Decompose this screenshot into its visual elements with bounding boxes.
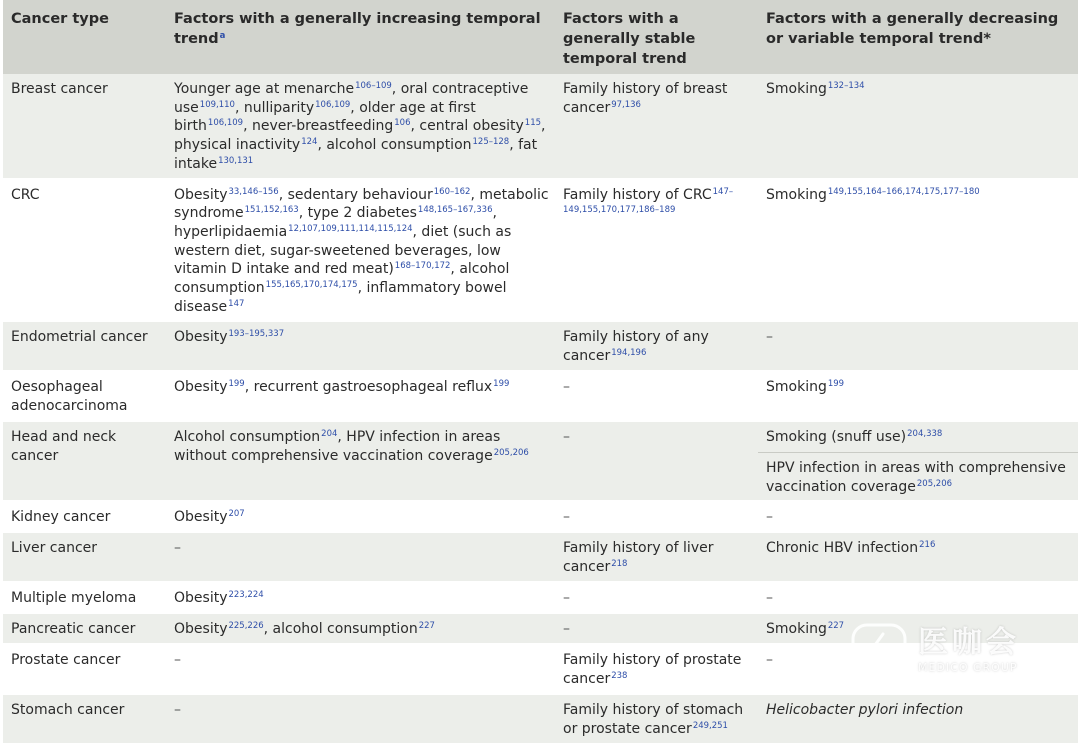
factor-text: Helicobacter pylori infection [766,702,964,719]
factor-text: , older age at first birth [174,99,476,135]
reference-superscript: 149,155,164–166,174,175,177–180 [827,186,980,197]
stable-factors-cell [555,371,758,421]
increasing-factors-cell [166,74,555,179]
factor-text: , type 2 diabetes [298,205,417,222]
factor-text: , recurrent gastroesophageal reflux [244,379,493,396]
empty-dash: – [766,329,773,346]
factor-text: , alcohol consumption [263,621,418,638]
empty-dash: – [563,429,570,446]
decreasing-factors-cell [758,179,1078,322]
cancer-type-label: Prostate cancer [11,652,121,669]
empty-dash: – [174,702,181,719]
decreasing-factors-cell [758,501,1078,532]
decreasing-factors-cell [758,452,1078,501]
table-row [3,371,1078,421]
factor-text: Smoking [766,621,827,638]
header-decreasing: Factors with a generally decreasing or variable temporal trend* [758,0,1078,74]
reference-superscript: 199 [493,379,510,390]
stable-factors-cell [555,582,758,613]
decreasing-factors-cell [758,74,1078,179]
reference-superscript: 33,146–156 [228,186,279,197]
decreasing-factors-cell [758,582,1078,613]
factor-text: Obesity [174,186,228,203]
watermark-logo [850,622,1020,678]
factor-text: Chronic HBV infection [766,540,919,557]
stable-factors-cell [555,501,758,532]
stable-factors-cell [555,613,758,644]
reference-superscript: 204,338 [907,429,943,440]
stable-factors-cell [555,532,758,582]
factor-text: Family history of liver cancer [563,540,714,576]
cancer-type-cell [3,179,166,322]
factor-text: , fat intake [174,137,538,172]
header-cancer-type: Cancer type [3,0,166,74]
empty-dash: – [766,509,773,526]
factor-text: , alcohol consumption [317,137,472,154]
table-row [3,321,1078,371]
cancer-type-cell [3,582,166,613]
empty-dash: – [563,621,570,638]
cancer-type-cell [3,501,166,532]
reference-superscript: 227 [827,621,845,632]
increasing-factors-cell [166,532,555,582]
table-row [3,582,1078,613]
reference-superscript: 97,136 [611,99,641,110]
reference-superscript: 199 [827,379,845,390]
cancer-type-cell [3,532,166,582]
table-row [3,532,1078,582]
reference-superscript: 193–195,337 [228,329,285,340]
reference-superscript: 109,110 [199,99,235,110]
reference-superscript: 199 [228,379,245,390]
factor-text: , never-breastfeeding [243,118,394,135]
factor-text: , central obesity [410,118,524,135]
reference-superscript: 130,131 [218,155,254,166]
header-stable: Factors with a generally stable temporal trend [555,0,758,74]
stable-factors-cell [555,644,758,694]
increasing-factors-cell [166,644,555,694]
increasing-factors-cell [166,582,555,613]
stable-factors-cell [555,74,758,179]
reference-superscript: 194,196 [611,348,647,359]
factor-text: , nulliparity [234,99,315,116]
factor-text: , hyperlipidaemia [174,205,497,240]
increasing-factors-cell [166,421,555,501]
reference-superscript: 151,152,163 [244,205,299,216]
factor-text: Obesity [174,590,228,607]
stable-factors-cell [555,694,758,744]
factor-text: Smoking [766,186,827,203]
cancer-type-cell [3,371,166,421]
reference-superscript: 249,251 [692,721,728,732]
factor-text: HPV infection in areas with comprehensive vaccination coverage [766,459,1066,495]
table-row [3,694,1078,744]
stable-factors-cell [555,321,758,371]
empty-dash: – [174,540,181,557]
factor-text: Family history of CRC [563,186,712,203]
reference-superscript: 207 [228,509,245,520]
factor-text: Family history of prostate cancer [563,652,742,688]
increasing-factors-cell [166,501,555,532]
reference-superscript: 225,226 [228,621,264,632]
cancer-type-label: Breast cancer [11,81,108,97]
factor-text: Family history of breast cancer [563,81,728,116]
header-increasing: Factors with a generally increasing temporal trend$^a$ [166,0,555,74]
factor-text: , metabolic syndrome [174,186,549,222]
factor-text: Obesity [174,329,228,346]
factor-text: Alcohol consumption [174,429,321,446]
watermark-en-text: MEDICO GROUP [918,661,1018,674]
factor-text: Smoking [766,379,827,396]
watermark-cn-text: 医咖会 [918,625,1020,660]
reference-superscript: 205,206 [493,448,529,459]
reference-superscript: 106,109 [207,118,244,129]
increasing-factors-cell [166,371,555,421]
factor-text: Family history of any cancer [563,329,709,365]
reference-superscript: 223,224 [228,590,264,601]
factor-text: , alcohol consumption [174,261,510,297]
reference-superscript: 106–109 [355,81,392,91]
reference-superscript: 12,107,109,111,114,115,124 [288,223,413,234]
increasing-factors-cell [166,694,555,744]
table-row [3,74,1078,179]
empty-dash: – [563,590,570,607]
reference-superscript: 218 [611,559,628,570]
cancer-type-label: Kidney cancer [11,509,111,526]
factor-text: , physical inactivity [174,118,546,154]
cancer-type-cell [3,613,166,644]
increasing-factors-cell [166,321,555,371]
reference-superscript: 124 [301,137,318,148]
increasing-factors-cell [166,613,555,644]
empty-dash: – [766,590,773,607]
cancer-type-cell [3,74,166,179]
cancer-type-label: CRC [11,186,40,203]
reference-superscript: 227 [418,621,435,632]
cancer-type-label: Stomach cancer [11,702,125,719]
reference-superscript: 205,206 [916,478,953,489]
factor-text: Smoking [766,81,827,97]
speech-bubble-logo-icon [850,622,908,678]
reference-superscript: 106 [394,118,411,129]
table-header-row [3,0,1078,74]
reference-superscript: 147–149,155,170,177,186–189 [563,186,734,216]
factor-text: , inflammatory bowel disease [174,280,507,315]
cancer-type-label: Head and neck cancer [11,429,117,465]
table-row [3,501,1078,532]
reference-superscript: 106,109 [315,99,351,110]
cancer-type-label: Multiple myeloma [11,590,137,607]
table-row [3,421,1078,452]
reference-superscript: 132–134 [827,81,865,91]
reference-superscript: 160–162 [433,186,471,197]
factor-text: Younger age at menarche [174,81,355,97]
table-row [3,179,1078,322]
reference-superscript: 115 [524,118,542,129]
cancer-type-cell [3,321,166,371]
empty-dash: – [563,379,570,396]
factor-text: Obesity [174,621,228,638]
factor-text: , HPV infection in areas without comprehensive vaccination coverage [174,429,501,465]
factor-text: , sedentary behaviour [278,186,433,203]
decreasing-factors-cell [758,694,1078,744]
stable-factors-cell [555,179,758,322]
empty-dash: – [174,652,181,669]
reference-superscript: 168–170,172 [394,261,451,272]
factor-text: Smoking (snuff use) [766,429,907,446]
reference-superscript: 238 [611,671,628,682]
factor-text: , diet (such as western diet, sugar-sweetened beverages, low vitamin D intake and red meat) [174,223,512,278]
empty-dash: – [766,652,773,669]
reference-superscript: 216 [919,540,936,551]
stable-factors-cell [555,421,758,501]
cancer-type-label: Endometrial cancer [11,329,148,346]
decreasing-factors-cell [758,532,1078,582]
empty-dash: – [563,509,570,526]
factor-text: , oral contraceptive use [174,81,529,116]
cancer-type-label: Oesophageal adenocarcinoma [11,379,128,415]
decreasing-factors-cell [758,371,1078,421]
cancer-type-cell [3,644,166,694]
cancer-type-cell [3,694,166,744]
cancer-type-label: Liver cancer [11,540,98,557]
cancer-type-label: Pancreatic cancer [11,621,136,638]
reference-superscript: 204 [321,429,338,440]
reference-superscript: 155,165,170,174,175 [265,280,358,291]
factor-text: Obesity [174,509,228,526]
decreasing-factors-cell [758,421,1078,452]
increasing-factors-cell [166,179,555,322]
reference-superscript: 148,165–167,336 [417,205,493,216]
decreasing-factors-cell [758,321,1078,371]
reference-superscript: 147 [228,298,245,309]
cancer-type-cell [3,421,166,501]
reference-superscript: 125–128 [472,137,510,148]
factor-text: Obesity [174,379,228,396]
factor-text: Family history of stomach or prostate cancer [563,702,744,738]
